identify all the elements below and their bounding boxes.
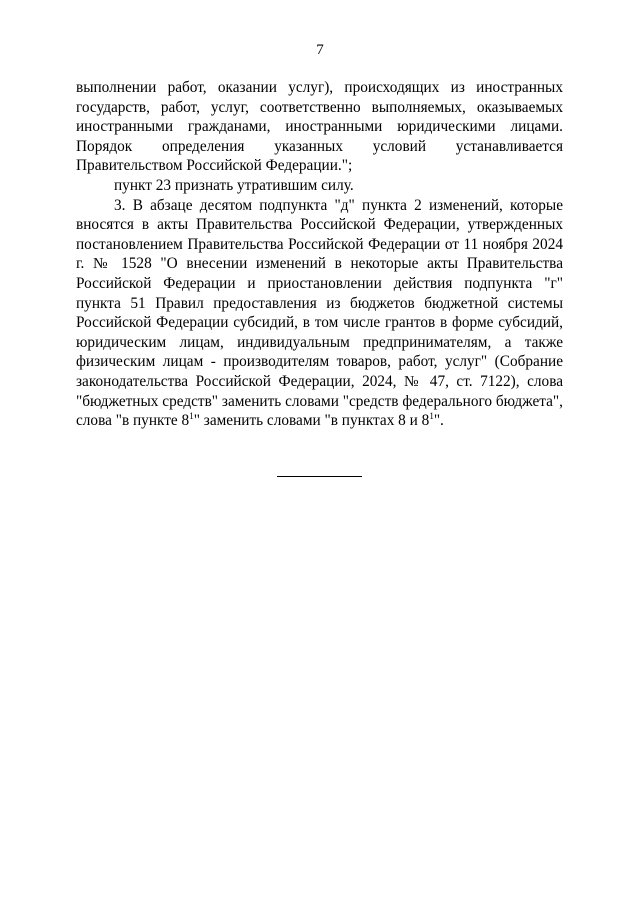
paragraph-continuation: выполнении работ, оказании услуг), происходящих из иностранных государств, работ, услуг, соответственно выполняемых, оказываемых иностранными гражданами, иностранными юридическими лицами. Порядок определения указанных условий устанавливается Правительством Российской Федерации."; xyxy=(76,79,563,175)
paragraph-text-mid: " заменить словами "в пунктах 8 и 8 xyxy=(193,412,430,430)
paragraph-item-3 xyxy=(76,196,563,431)
superscript-1: 1 xyxy=(189,411,194,422)
paragraph-text-main: 3. В абзаце десятом подпункта "д" пункта 2 изменений, которые вносятся в акты Правительства Российской Федерации, утвержденных постановлением Правительства Российской Федерации от 11 ноября 2024 г. № 1528 "О внесении изменений в некоторые акты Правительства Российской Федерации и приостановлении действия подпункта "г" пункта 51 Правил предоставления из бюджетов бюджетной системы Российской Федерации субсидий, в том числе грантов в форме субсидий, юридическим лицам, индивидуальным предпринимателям, а также физическим лицам - производителям товаров, работ, услуг" (Собрание законодательства Российской Федерации, 2024, № 47, ст. 7122), слова "бюджетных средств" заменить словами "средств федерального бюджета", слова "в пункте 8 xyxy=(76,196,563,430)
end-divider-line xyxy=(277,476,362,477)
document-body xyxy=(76,78,563,431)
paragraph-text-end: ". xyxy=(433,412,444,430)
page-number: 7 xyxy=(316,42,324,58)
paragraph-item-23: пункт 23 признать утратившим силу. xyxy=(114,176,354,194)
superscript-2: 1 xyxy=(429,411,434,422)
